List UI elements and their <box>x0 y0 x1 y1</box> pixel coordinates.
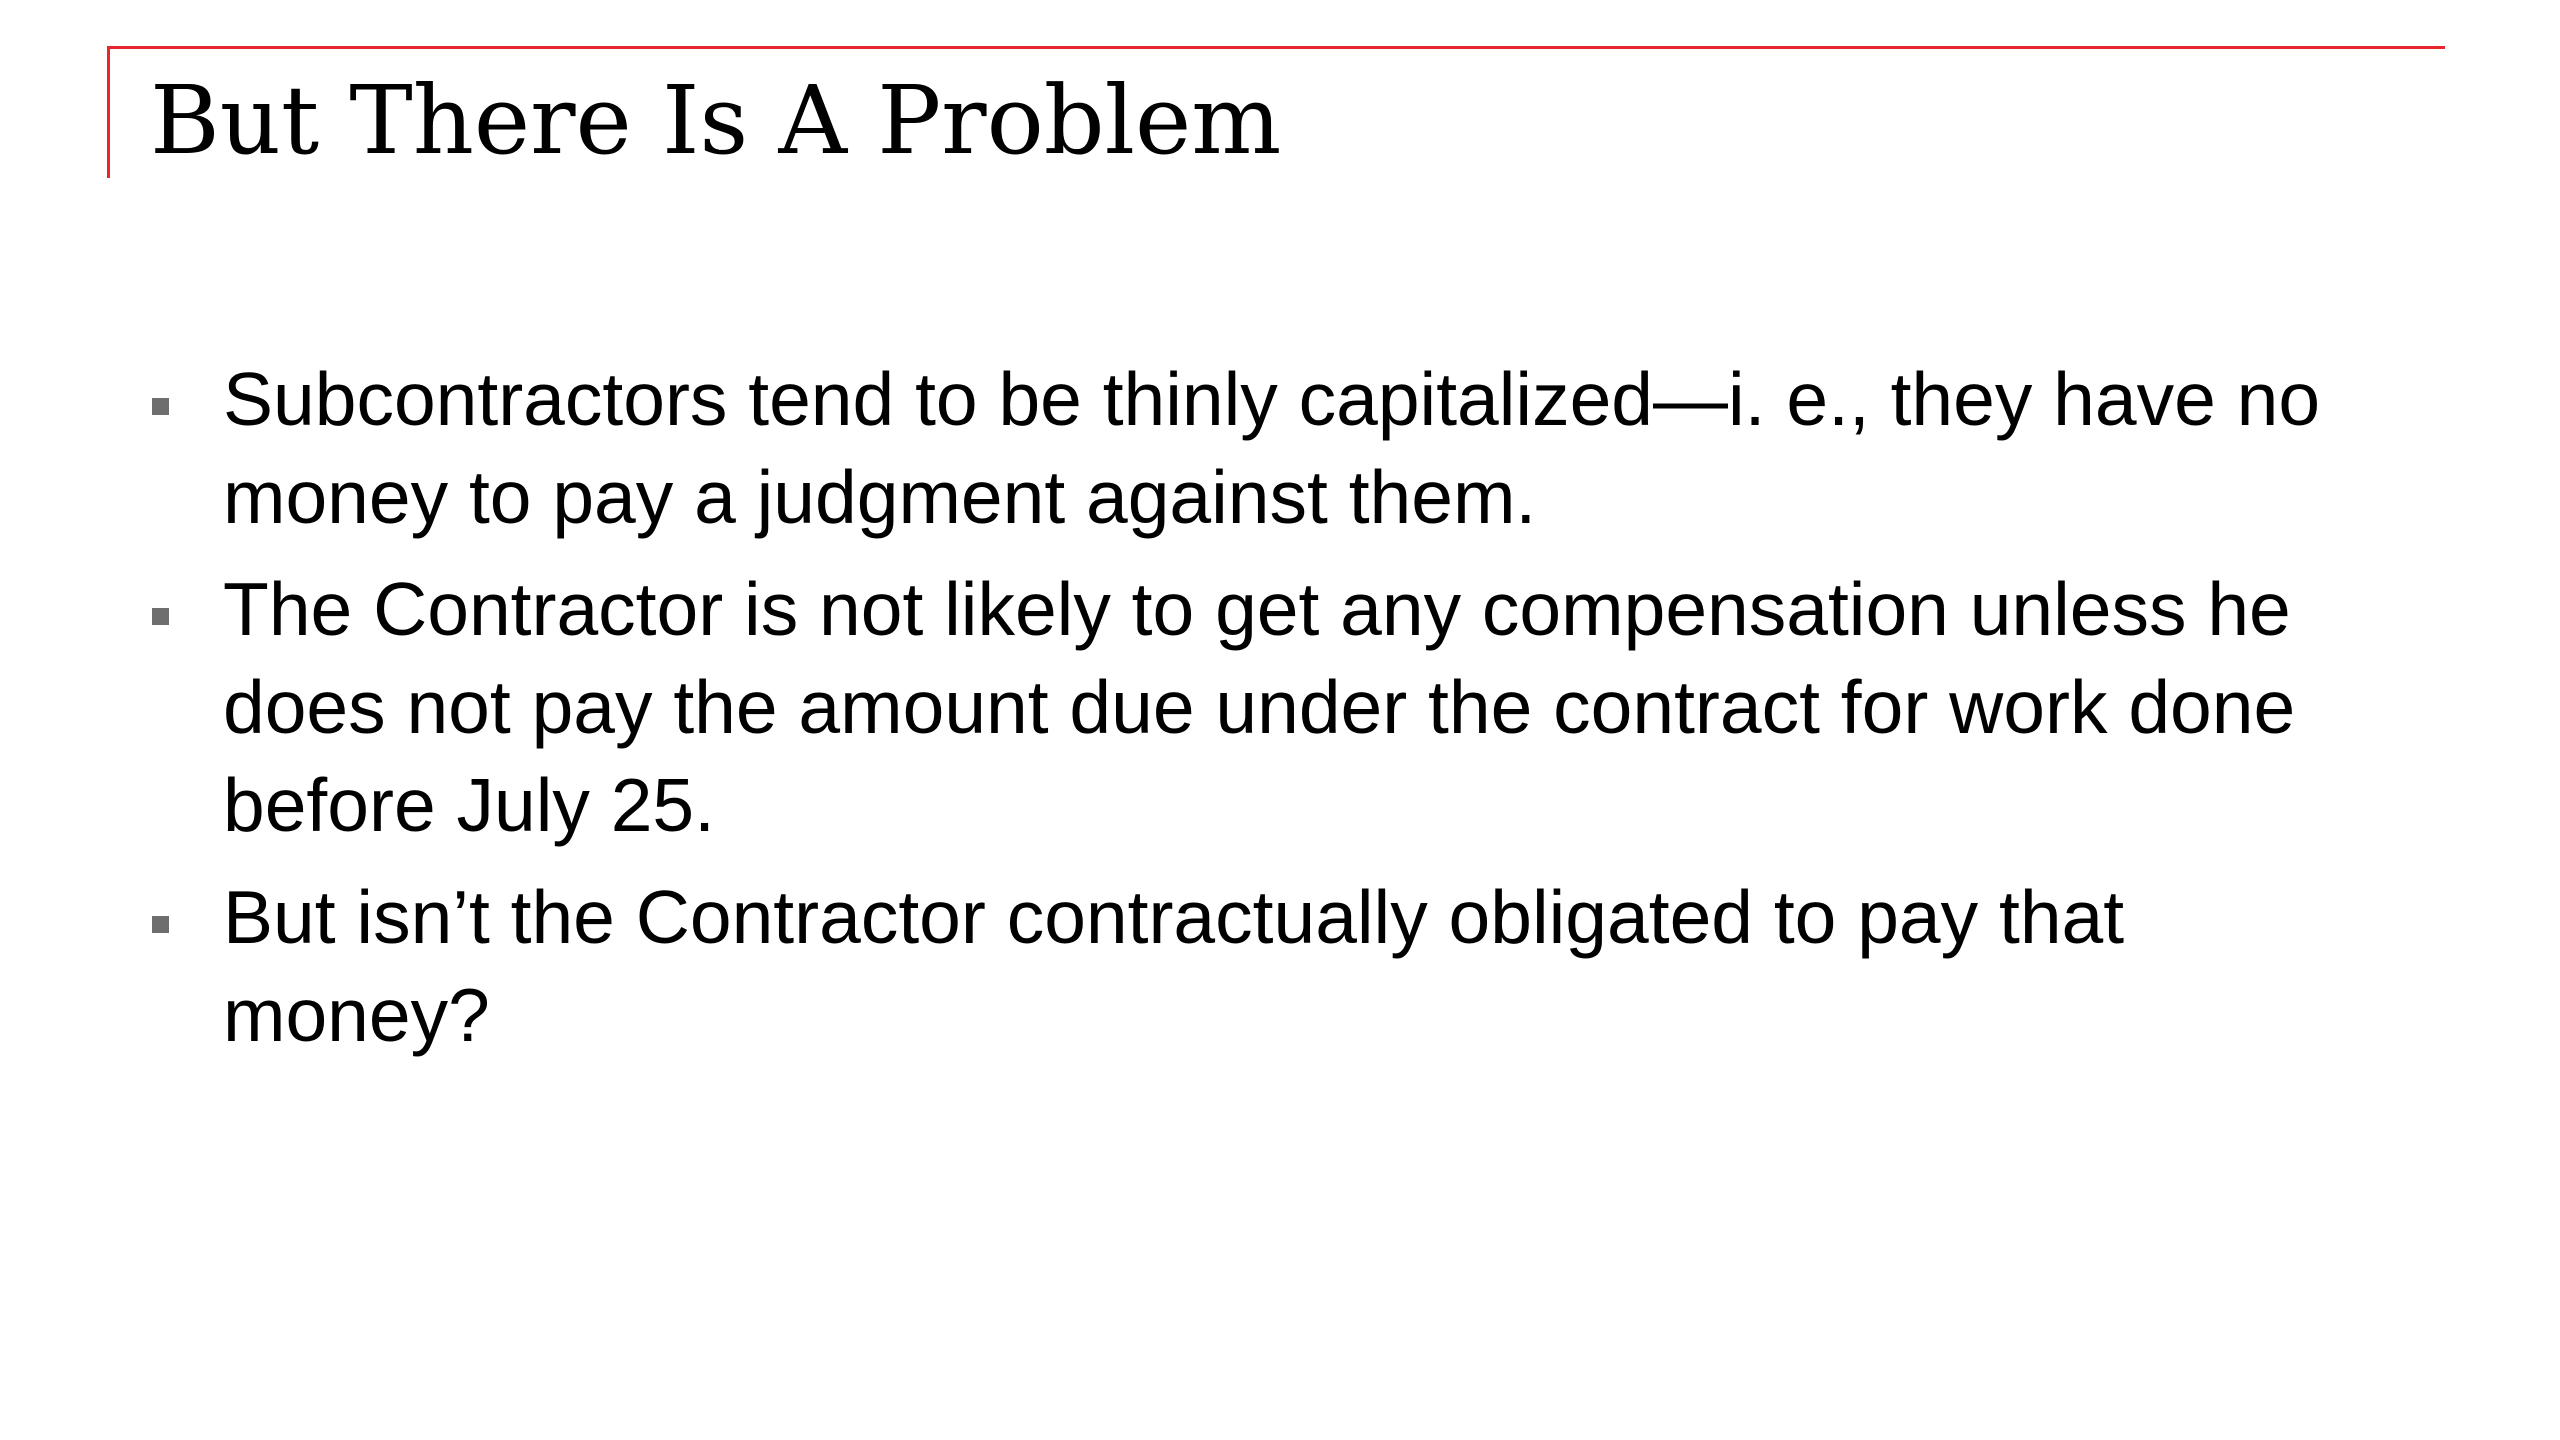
square-bullet-icon <box>152 608 169 625</box>
bullet-item-1 <box>150 350 2410 546</box>
bullet-list <box>150 350 2410 1078</box>
slide-title: But There Is A Problem <box>150 66 1282 176</box>
bullet-text-3: But isn’t the Contractor contractually obligated to pay that money? <box>223 875 2125 1057</box>
bullet-text-1: Subcontractors tend to be thinly capitalized—i. e., they have no money to pay a judgment against them. <box>223 357 2321 539</box>
bullet-item-3 <box>150 868 2410 1064</box>
square-bullet-icon <box>152 398 169 415</box>
bullet-item-2 <box>150 560 2410 854</box>
bullet-text-2: The Contractor is not likely to get any compensation unless he does not pay the amount due under the contract for work done before July 25. <box>223 567 2296 847</box>
title-accent-line-top <box>107 46 2445 49</box>
title-accent-line-left <box>107 46 110 178</box>
square-bullet-icon <box>152 916 169 933</box>
